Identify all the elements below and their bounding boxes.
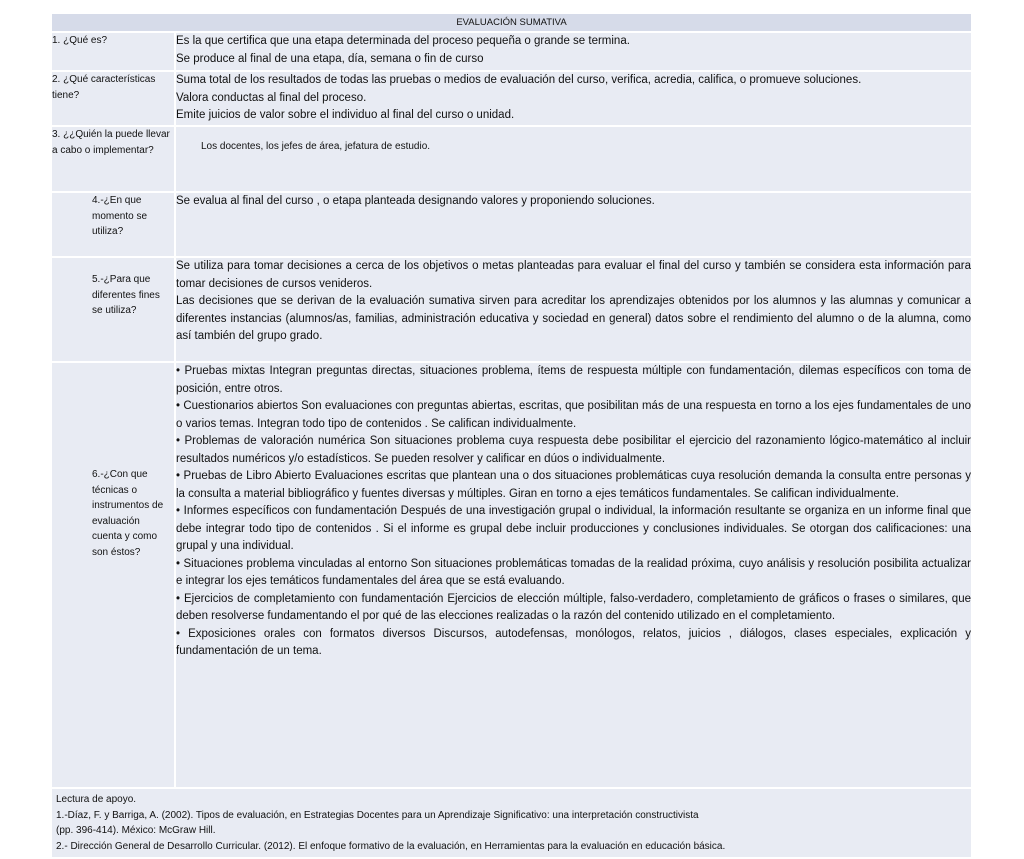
answer-line: Se produce al final de una etapa, día, semana o fin de curso — [176, 52, 484, 65]
answer-line: Emite juicios de valor sobre el individuo al final del curso o unidad. — [176, 109, 515, 121]
reference-item: 2.- Dirección General de Desarrollo Curricular. (2012). El enfoque formativo de la evaluación, en Herramientas para la evaluación en educación básica. — [56, 840, 726, 852]
answer-line: • Ejercicios de completamiento con fundamentación Ejercicios de elección múltiple, falso-verdadero, completamiento de gráficos o frases o similares, que deben resolverse fundamentando el por qué de las elecciones realizadas o la razón del contenido utilizado en el completamiento. — [176, 592, 971, 622]
table-row — [51, 71, 972, 126]
answer-6 — [175, 362, 972, 788]
table-title: EVALUACIÓN SUMATIVA — [51, 13, 972, 32]
table-row — [51, 362, 972, 788]
answer-line: • Exposiciones orales con formatos diversos Discursos, autodefensas, monólogos, relatos, juicios , diálogos, clases especiales, explicación y fundamentación de un tema. — [176, 627, 971, 657]
answer-line: Los docentes, los jefes de área, jefatura de estudio. — [201, 141, 431, 152]
answer-line: Suma total de los resultados de todas las pruebas o medios de evaluación del curso, verifica, acredia, califica, o promueve soluciones. — [176, 74, 862, 86]
question-1: 1. ¿Qué es? — [51, 32, 175, 71]
answer-line: • Cuestionarios abiertos Son evaluaciones con preguntas abiertas, escritas, que posibilitan más de una respuesta en torno a los ejes fundamentales de uno o varios temas. Integran todo tipo de contenidos . Se califican individualmente. — [176, 400, 971, 430]
answer-line: Las decisiones que se derivan de la evaluación sumativa sirven para acreditar los aprendizajes obtenidos por los alumnos y las alumnas y comunicar a diferentes instancias (alumnos/as, familias, administración educativa y sociedad en general) datos sobre el rendimiento del alumno o de la alumna, como así también del grupo grado. — [176, 295, 971, 342]
answer-2 — [175, 71, 972, 126]
reference-item: 1.-Díaz, F. y Barriga, A. (2002). Tipos de evaluación, en Estrategias Docentes para un Aprendizaje Significativo: una interpretación constructivista — [56, 809, 699, 821]
question-5: 5.-¿Para que diferentes fines se utiliza? — [51, 257, 175, 362]
answer-5 — [175, 257, 972, 362]
references-row — [51, 788, 972, 858]
answer-line: Es la que certifica que una etapa determinada del proceso pequeña o grande se termina. — [176, 35, 630, 47]
table-row — [51, 192, 972, 257]
question-4: 4.-¿En que momento se utiliza? — [51, 192, 175, 257]
references-heading: Lectura de apoyo. — [56, 794, 137, 805]
answer-line: • Pruebas de Libro Abierto Evaluaciones escritas que plantean una o dos situaciones problemáticas cuya resolución demanda la consulta entre personas y la consulta a material bibliográfico y fuentes diversas y múltiples. Giran en torno a ejes temáticos fundamentales. Se califican individualmente. — [176, 470, 971, 500]
question-3: 3. ¿¿Quién la puede llevar a cabo o implementar? — [51, 126, 175, 192]
answer-line: • Pruebas mixtas Integran preguntas directas, situaciones problema, ítems de respuesta múltiple con fundamentación, dilemas específicos con toma de posición, entre otros. — [176, 365, 971, 395]
references — [51, 788, 972, 858]
table-row — [51, 32, 972, 71]
answer-line: Valora conductas al final del proceso. — [176, 91, 367, 104]
evaluation-table — [50, 12, 973, 859]
table-row — [51, 126, 972, 192]
answer-1 — [175, 32, 972, 71]
answer-line: • Problemas de valoración numérica Son situaciones problema cuya respuesta debe posibilitar el ejercicio del razonamiento lógico-matemático al incluir resultados numéricos y/o estadísticos. Se pueden resolver y calificar en dúos o individualmente. — [176, 435, 971, 465]
answer-3 — [175, 126, 972, 192]
answer-4 — [175, 192, 972, 257]
answer-line: Se utiliza para tomar decisiones a cerca de los objetivos o metas planteadas para evaluar el final del curso y también se considera esta información para tomar decisiones de cursos venideros. — [176, 260, 971, 290]
question-2: 2. ¿Qué características tiene? — [51, 71, 175, 126]
answer-line: • Situaciones problema vinculadas al entorno Son situaciones problemáticas tomadas de la realidad próxima, cuyo análisis y resolución posibilita actualizar e integrar los ejes temáticos fundamentales del área que se está evaluando. — [176, 557, 971, 587]
answer-line: • Informes específicos con fundamentación Después de una investigación grupal o individual, la información resultante se organiza en un informe final que debe integrar todo tipo de contenidos . Si el informe es grupal debe incluir producciones y conclusiones individuales. Se otorgan dos calificaciones: una grupal y una individual. — [176, 505, 971, 552]
table-row — [51, 257, 972, 362]
question-6: 6.-¿Con que técnicas o instrumentos de evaluación cuenta y como son éstos? — [51, 362, 175, 788]
reference-item: (pp. 396-414). México: McGraw Hill. — [56, 825, 216, 836]
answer-line: Se evalua al final del curso , o etapa planteada designando valores y proponiendo soluciones. — [176, 195, 655, 207]
